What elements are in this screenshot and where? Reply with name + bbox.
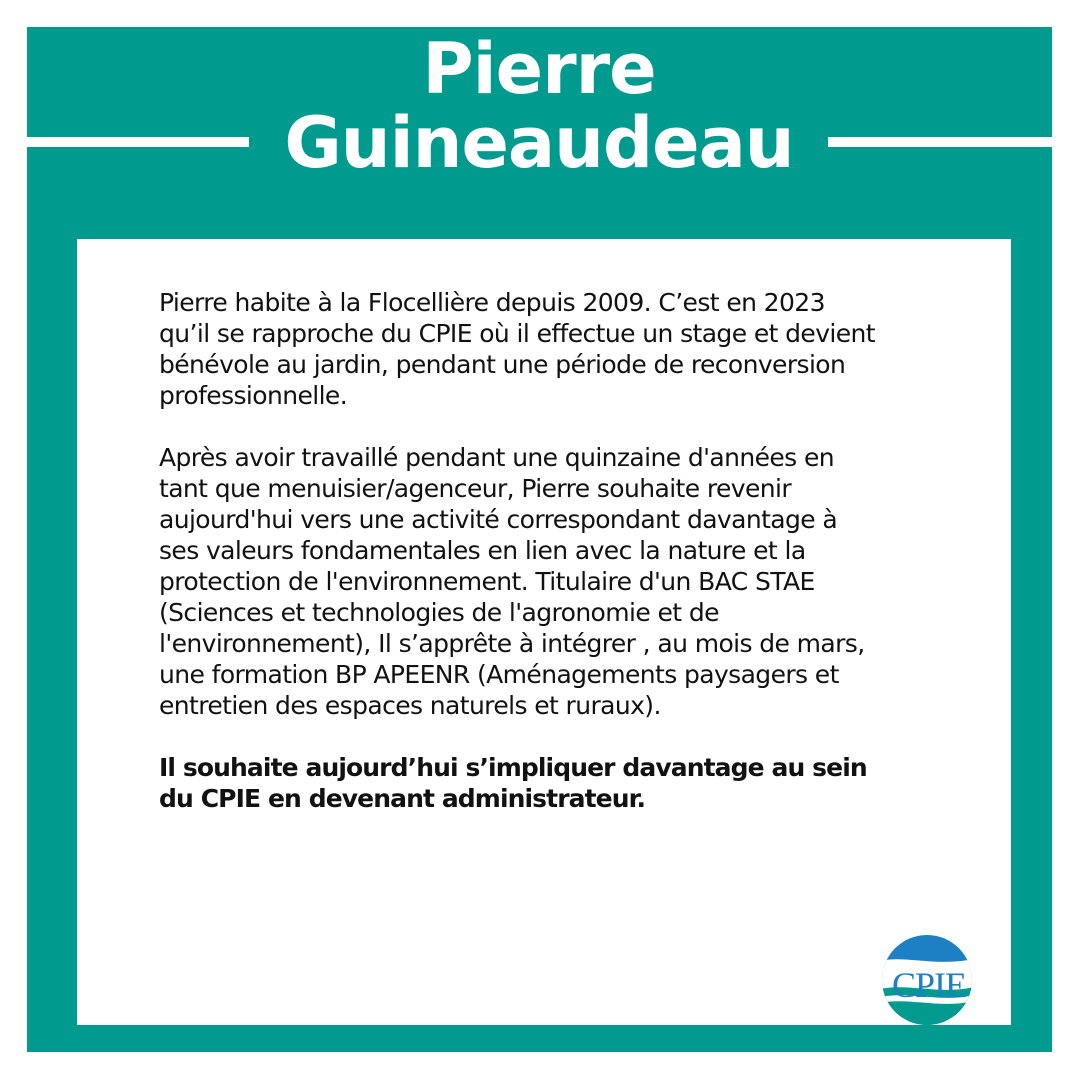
paragraph-conclusion: Il souhaite aujourd’hui s’impliquer davantage au sein du CPIE en devenant administrateur.	[159, 753, 867, 813]
paragraph-intro: Pierre habite à la Flocellière depuis 2009. C’est en 2023 qu’il se rapproche du CPIE où il effectue un stage et devient bénévole au jardin, pendant une période de reconversion professionnelle.	[159, 288, 875, 410]
biography-text	[159, 287, 879, 814]
header-line-left	[27, 137, 249, 147]
logo-text: CPIE	[891, 965, 967, 1005]
cpie-logo-icon	[880, 933, 974, 1027]
paragraph-career: Après avoir travaillé pendant une quinzaine d'années en tant que menuisier/agenceur, Pierre souhaite revenir aujourd'hui vers une activité correspondant davantage à ses valeurs fondamentales en lien avec la nature et la protection de l'environnement. Titulaire d'un BAC STAE (Sciences et technologies de l'agronomie et de l'environnement), Il s’apprête à intégrer , au mois de mars, une formation BP APEENR (Aménagements paysagers et entretien des espaces naturels et ruraux).	[159, 443, 865, 720]
title-first-name: Pierre	[422, 28, 656, 110]
page-title	[250, 28, 828, 184]
content-panel	[77, 239, 1011, 1025]
title-last-name: Guineaudeau	[284, 102, 794, 184]
header-line-right	[828, 137, 1052, 147]
